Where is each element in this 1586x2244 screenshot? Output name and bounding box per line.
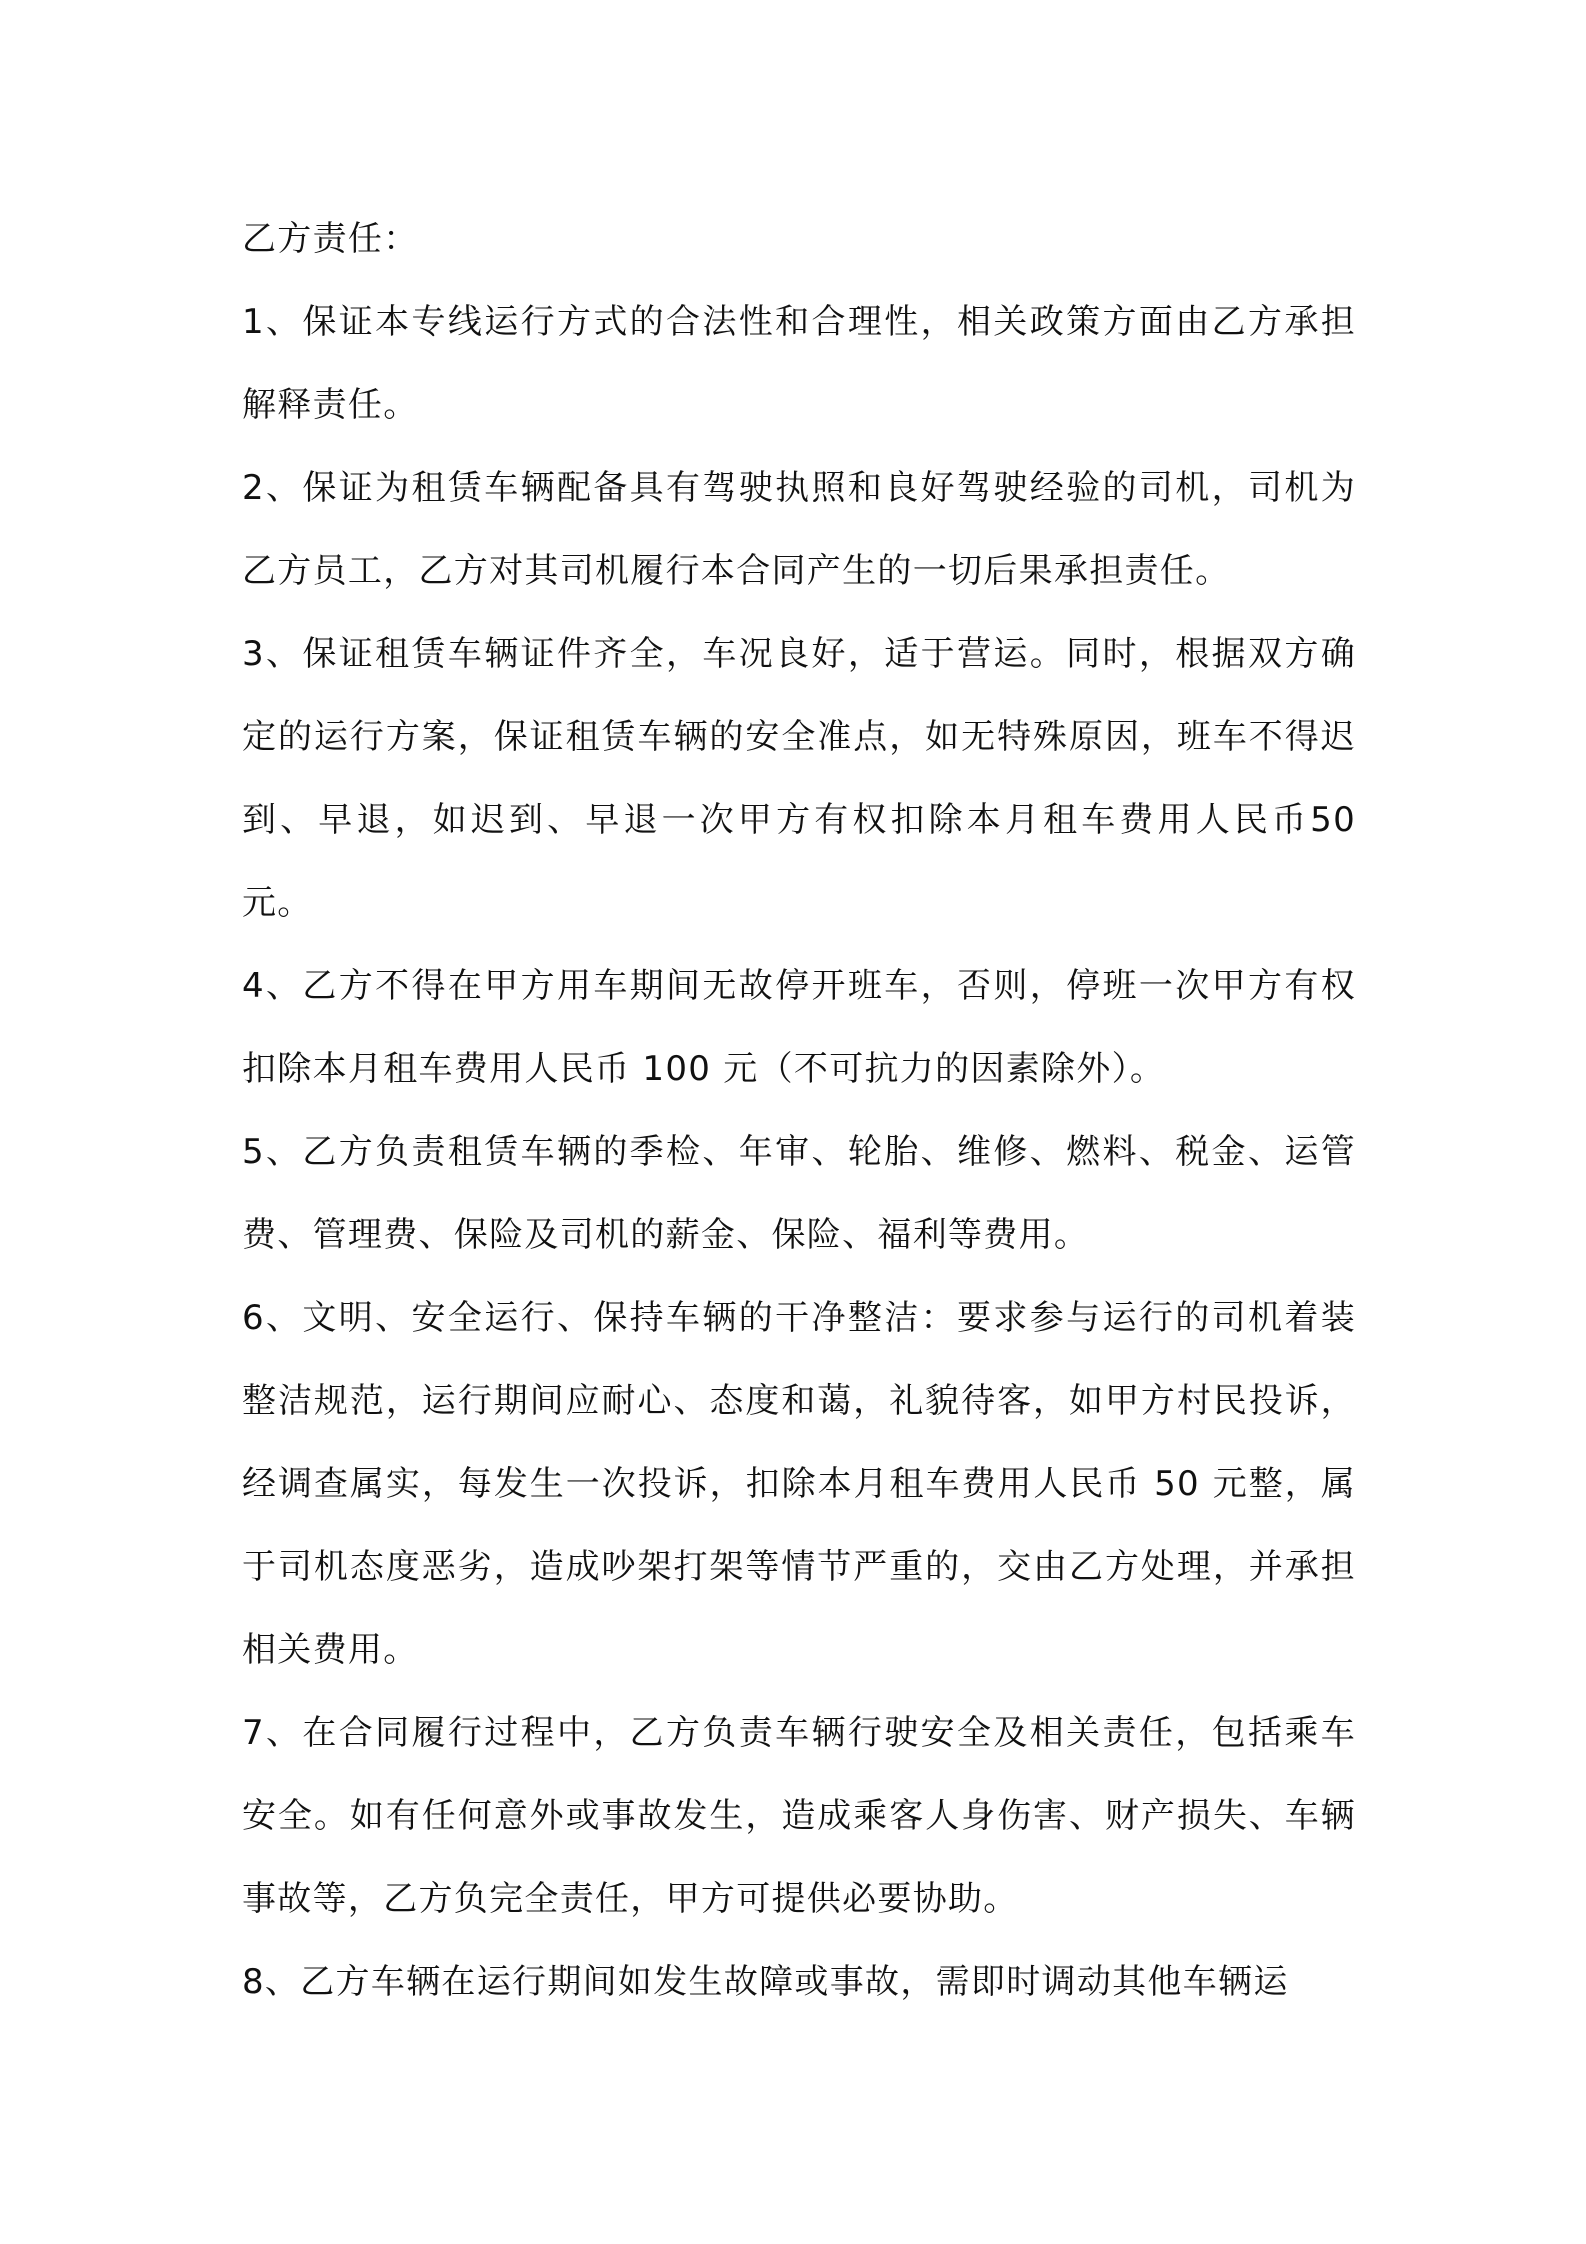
clause-8: 8、乙方车辆在运行期间如发生故障或事故，需即时调动其他车辆运	[242, 1962, 1289, 2002]
clause-7: 7、在合同履行过程中，乙方负责车辆行驶安全及相关责任，包括乘车安全。如有任何意外或事故发生，造成乘客人身伤害、财产损失、车辆事故等，乙方负完全责任，甲方可提供必要协助。	[242, 1713, 1356, 1919]
document-body	[242, 198, 1356, 2024]
section-heading: 乙方责任：	[242, 219, 419, 259]
clause-6: 6、文明、安全运行、保持车辆的干净整洁：要求参与运行的司机着装整洁规范，运行期间应耐心、态度和蔼，礼貌待客，如甲方村民投诉，经调查属实，每发生一次投诉，扣除本月租车费用人民币 50 元整，属于司机态度恶劣，造成吵架打架等情节严重的，交由乙方处理，并承担相关费用。	[242, 1298, 1356, 1670]
clause-2: 2、保证为租赁车辆配备具有驾驶执照和良好驾驶经验的司机，司机为乙方员工，乙方对其司机履行本合同产生的一切后果承担责任。	[242, 468, 1356, 591]
clause-1: 1、保证本专线运行方式的合法性和合理性，相关政策方面由乙方承担解释责任。	[242, 302, 1356, 425]
clause-4: 4、乙方不得在甲方用车期间无故停开班车，否则，停班一次甲方有权扣除本月租车费用人民币 100 元（不可抗力的因素除外）。	[242, 966, 1356, 1089]
clause-3: 3、保证租赁车辆证件齐全，车况良好，适于营运。同时，根据双方确定的运行方案，保证租赁车辆的安全准点，如无特殊原因，班车不得迟到、早退，如迟到、早退一次甲方有权扣除本月租车费用人民币50 元。	[242, 634, 1356, 923]
clause-5: 5、乙方负责租赁车辆的季检、年审、轮胎、维修、燃料、税金、运管费、管理费、保险及司机的薪金、保险、福利等费用。	[242, 1132, 1356, 1255]
